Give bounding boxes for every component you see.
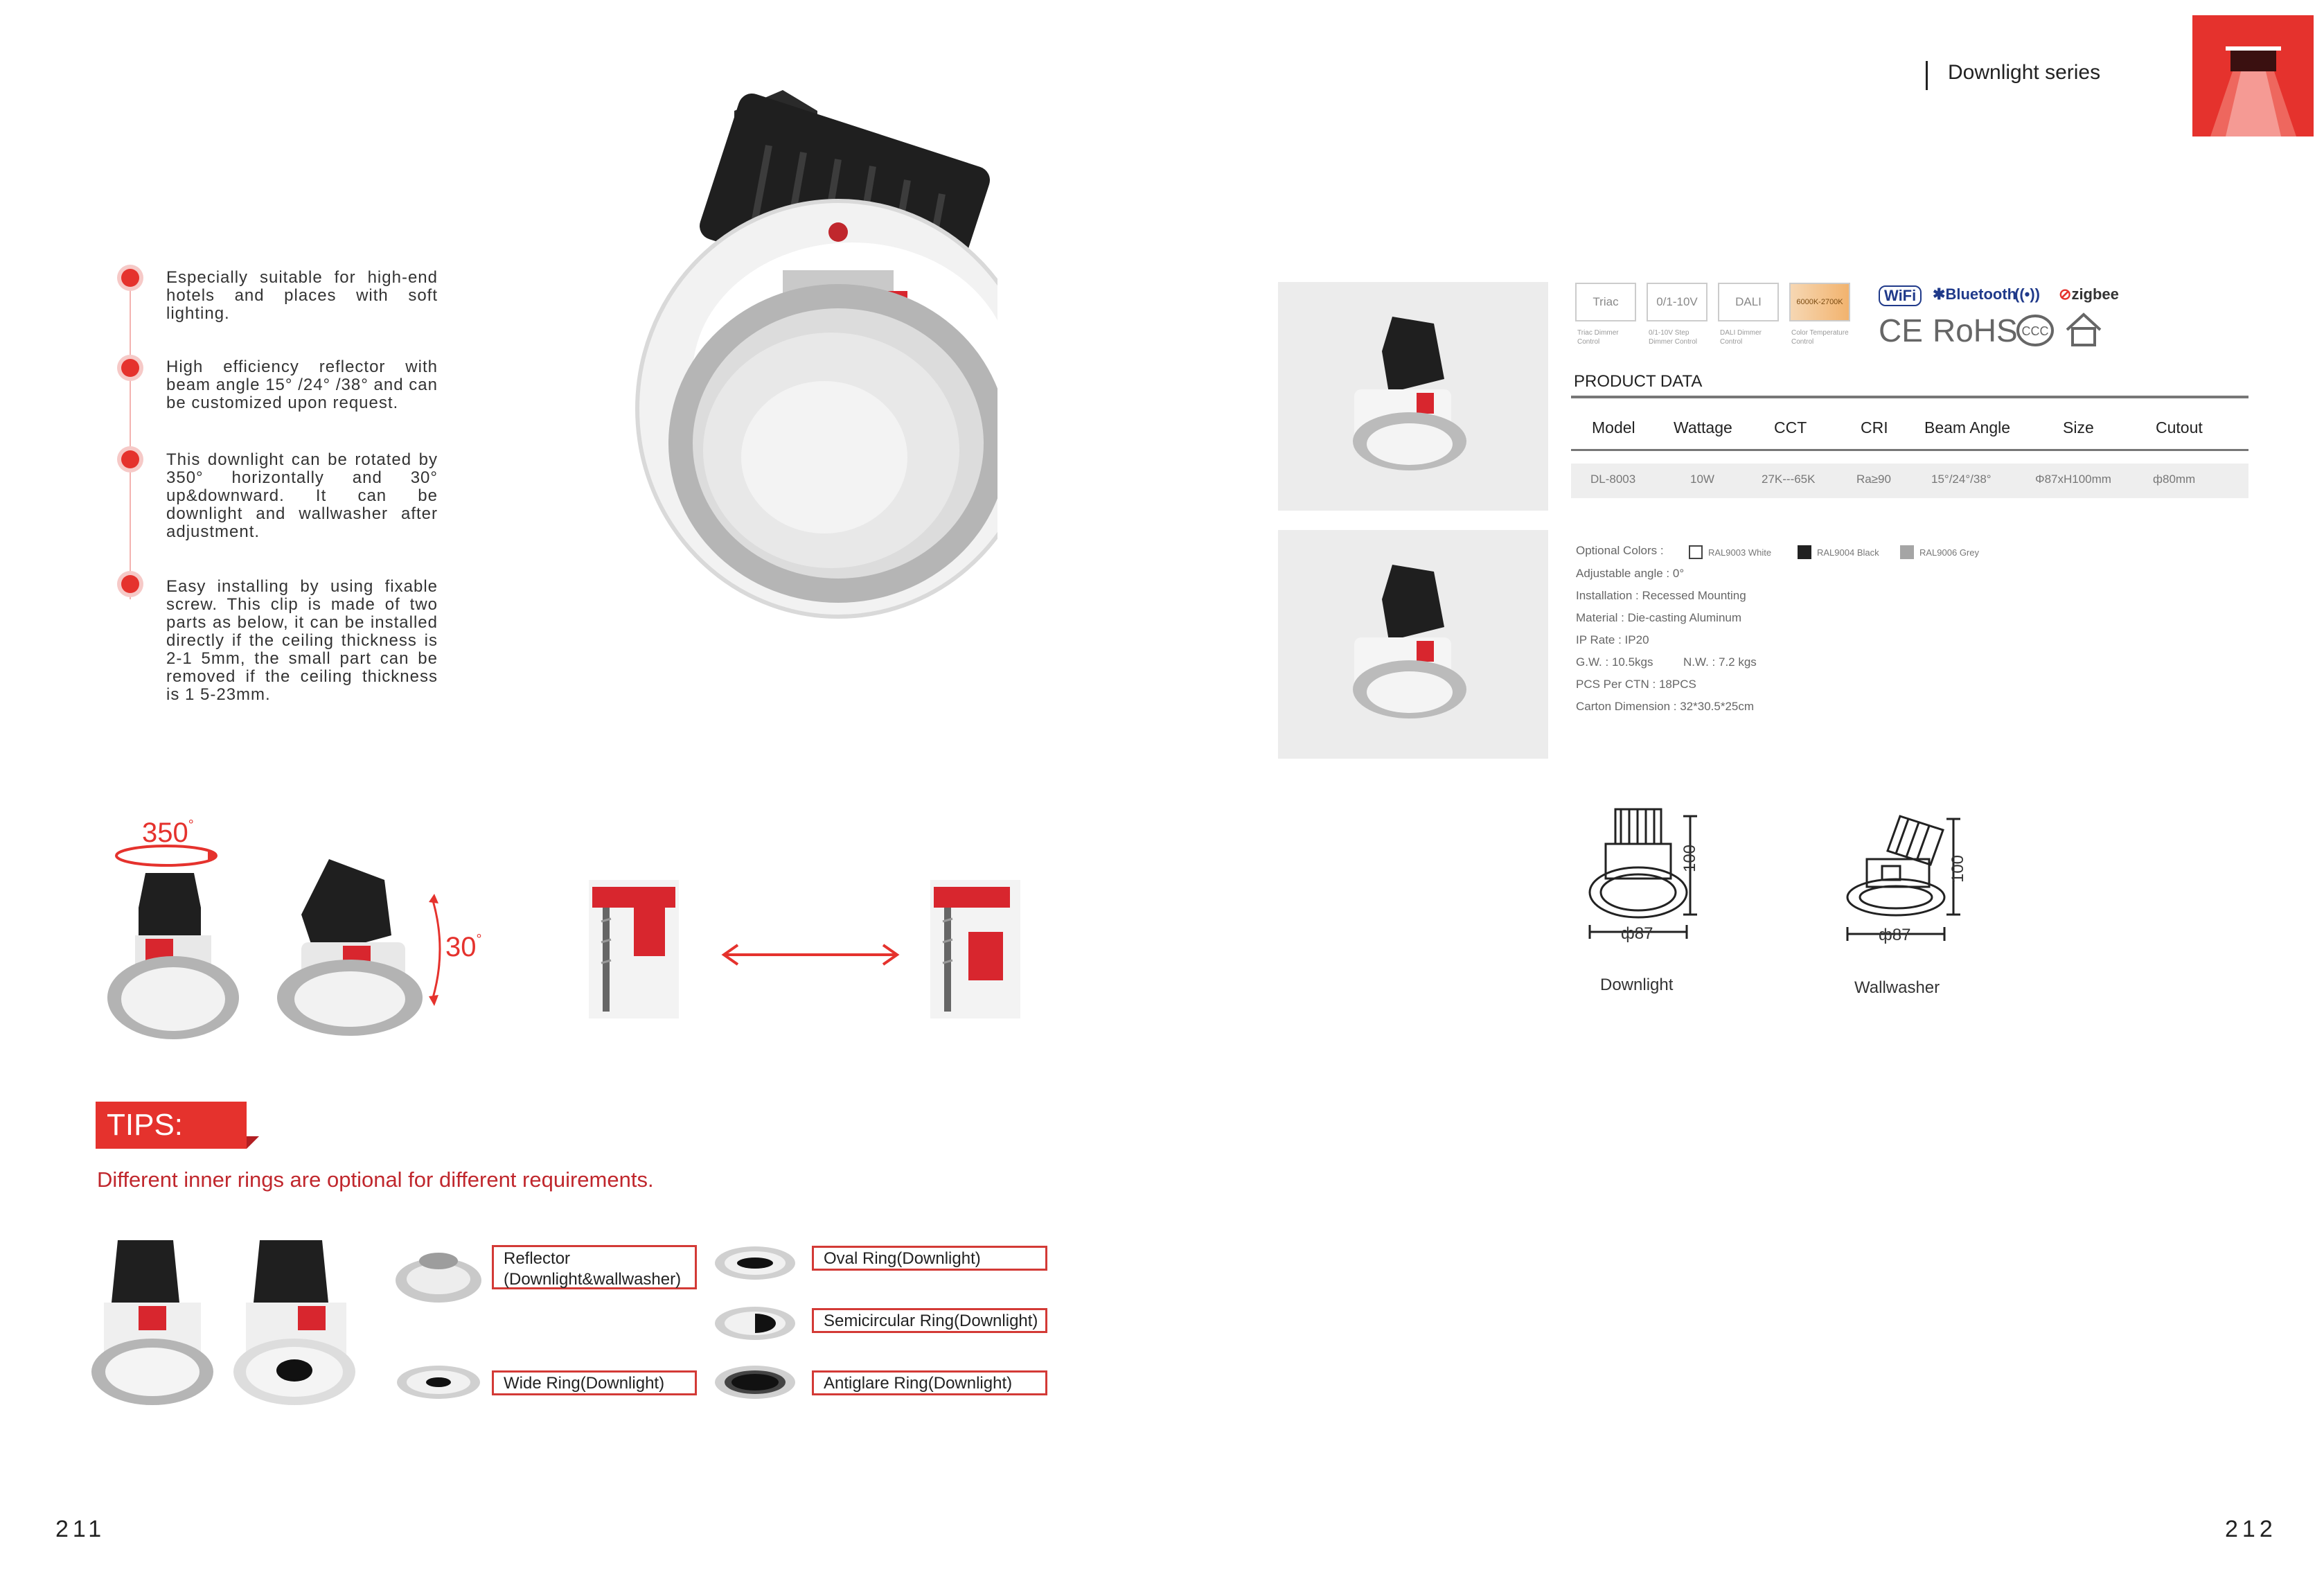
wifi-icon: WiFi	[1879, 285, 1922, 306]
tips-tag-fold	[247, 1136, 259, 1149]
control-caption: 0/1-10V Step Dimmer Control	[1649, 329, 1698, 346]
signal-icon: ((•))	[2014, 285, 2041, 303]
color-swatch-label: RAL9006 Grey	[1919, 547, 1979, 558]
table-cell: Φ87xH100mm	[2035, 473, 2111, 486]
spec-line: Installation : Recessed Mounting	[1576, 589, 1746, 602]
hero-downlight-image	[610, 83, 997, 637]
series-title: Downlight series	[1948, 61, 2101, 84]
product-thumbnail-1	[1278, 282, 1548, 511]
tips-label: TIPS:	[96, 1102, 247, 1149]
spec-line: IP Rate : IP20	[1576, 633, 1649, 646]
antiglare-ring-icon	[712, 1361, 799, 1403]
svg-text:CCC: CCC	[2021, 324, 2049, 338]
reflector-ring-icon	[393, 1247, 484, 1306]
control-caption: DALI Dimmer Control	[1720, 329, 1762, 346]
ce-icon: CE	[1879, 312, 1923, 349]
feature-text: High efficiency reflector with beam angle 15° /24° /38° and can be customized upon request.	[166, 358, 438, 412]
rotation-horizontal-value: 350°	[142, 818, 194, 848]
control-badge: 6000K-2700K	[1789, 283, 1850, 321]
table-cell: 15°/24°/38°	[1931, 473, 1992, 486]
table-header: Wattage	[1674, 418, 1732, 436]
control-badge: 0/1-10V	[1647, 283, 1707, 321]
product-reflector-photo	[90, 1233, 215, 1406]
product-data-title: PRODUCT DATA	[1574, 372, 1703, 391]
table-cell: 10W	[1690, 473, 1714, 486]
table-cell: DL-8003	[1590, 473, 1636, 486]
feature-text: Easy installing by using fixable screw. This clip is made of two parts as below, it can be installed directly if the ceiling thickness is 2-1 5mm, the small part can be removed if the ceiling thickness is 1 5-23mm.	[166, 577, 438, 704]
ring-label-wide: Wide Ring(Downlight)	[492, 1370, 697, 1395]
table-header: CRI	[1861, 418, 1888, 436]
control-caption: Triac Dimmer Control	[1577, 329, 1619, 346]
semicircular-ring-icon	[712, 1303, 799, 1344]
rotation-vertical-image	[274, 852, 447, 1039]
color-swatch-grey	[1900, 545, 1914, 559]
wide-ring-icon	[393, 1361, 484, 1403]
bullet-dot	[121, 575, 139, 593]
bluetooth-icon: ✱Bluetooth	[1933, 285, 2017, 303]
table-cell: Ra≥90	[1856, 473, 1891, 486]
ring-label-semicircular: Semicircular Ring(Downlight)	[812, 1308, 1047, 1333]
table-cell: 27K---65K	[1762, 473, 1816, 486]
table-rule-mid	[1571, 449, 2248, 451]
clip-full-image	[589, 880, 679, 1018]
bullet-dot	[121, 359, 139, 377]
control-caption: Color Temperature Control	[1791, 329, 1849, 346]
ccc-icon	[2016, 313, 2055, 348]
product-thumbnail-2	[1278, 530, 1548, 759]
double-arrow-icon	[717, 941, 904, 969]
table-header: Size	[2063, 418, 2094, 436]
zigbee-icon: ⊘zigbee	[2059, 285, 2119, 303]
spec-line: Carton Dimension : 32*30.5*25cm	[1576, 700, 1755, 713]
table-row	[1571, 464, 2248, 498]
downlight-caption: Downlight	[1600, 976, 1674, 994]
page-number-right: 212	[2225, 1516, 2277, 1542]
table-cell: ф80mm	[2153, 473, 2196, 486]
clip-split-image	[930, 880, 1020, 1018]
product-wide-ring-photo	[232, 1233, 357, 1406]
bullet-dot	[121, 450, 139, 468]
rohs-icon: RoHS	[1933, 312, 2018, 349]
color-swatch-white	[1689, 545, 1703, 559]
tips-text: Different inner rings are optional for different requirements.	[97, 1167, 654, 1192]
table-header: CCT	[1774, 418, 1807, 436]
ring-label-oval: Oval Ring(Downlight)	[812, 1246, 1047, 1271]
control-badge: Triac	[1575, 283, 1636, 321]
table-header: Beam Angle	[1924, 418, 2011, 436]
downlight-height-label: 100	[1680, 844, 1700, 873]
rotation-vertical-value: 30°	[445, 932, 482, 962]
series-divider	[1926, 61, 1928, 90]
page-number-left: 211	[55, 1516, 106, 1542]
spec-line: Material : Die-casting Aluminum	[1576, 611, 1742, 624]
downlight-width-label: ф87	[1621, 924, 1653, 943]
wallwasher-width-label: ф87	[1879, 926, 1911, 944]
indoor-house-icon	[2064, 310, 2103, 349]
ring-label-antiglare: Antiglare Ring(Downlight)	[812, 1370, 1047, 1395]
ring-label-reflector: Reflector (Downlight&wallwasher)	[492, 1245, 697, 1289]
wallwasher-height-label: 100	[1949, 854, 1968, 883]
bullet-timeline	[130, 274, 131, 599]
downlight-logo	[2192, 15, 2314, 136]
optional-colors-label: Optional Colors :	[1576, 544, 1664, 557]
color-swatch-black	[1798, 545, 1811, 559]
table-header: Model	[1592, 418, 1635, 436]
color-swatch-label: RAL9004 Black	[1817, 547, 1879, 558]
spec-line: N.W. : 7.2 kgs	[1683, 655, 1757, 669]
bullet-dot	[121, 269, 139, 287]
oval-ring-icon	[712, 1242, 799, 1284]
spec-line: G.W. : 10.5kgs	[1576, 655, 1653, 669]
table-rule-top	[1571, 396, 2248, 398]
control-badge: DALI	[1718, 283, 1779, 321]
spec-line: PCS Per CTN : 18PCS	[1576, 678, 1696, 691]
wallwasher-caption: Wallwasher	[1854, 978, 1940, 997]
feature-text: Especially suitable for high-end hotels and places with soft lighting.	[166, 268, 438, 323]
spec-line: Adjustable angle : 0°	[1576, 567, 1685, 580]
feature-text: This downlight can be rotated by 350° horizontally and 30° up&downward. It can be downlight and wallwasher after adjustment.	[166, 450, 438, 541]
color-swatch-label: RAL9003 White	[1708, 547, 1772, 558]
table-header: Cutout	[2156, 418, 2203, 436]
